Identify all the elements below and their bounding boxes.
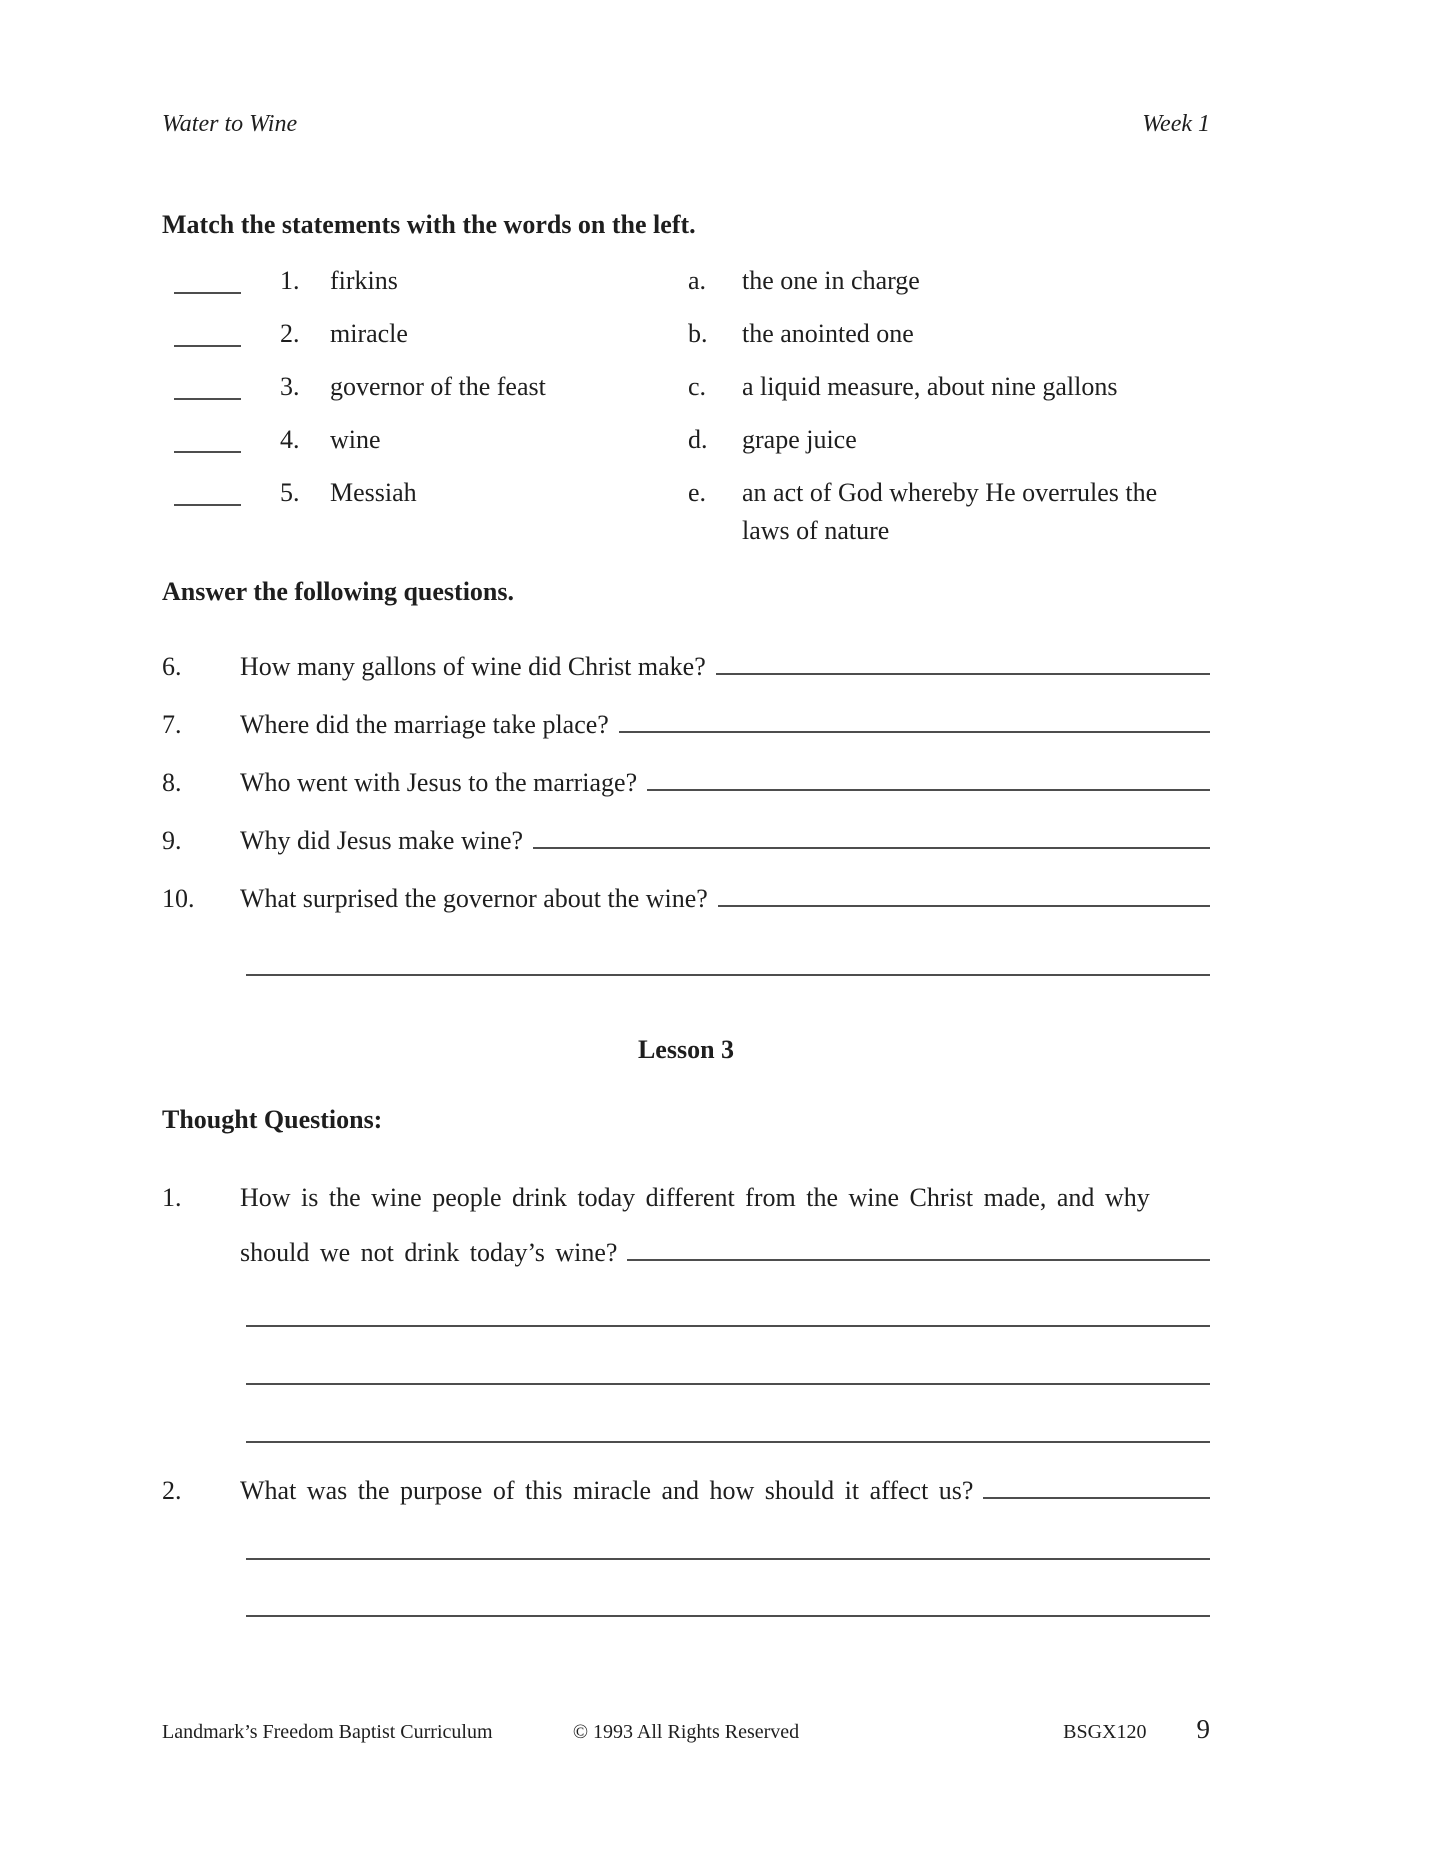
lesson-title: Lesson 3: [637, 1035, 735, 1064]
match-term: governor of the feast: [330, 372, 546, 401]
questions-heading: Answer the following questions.: [162, 577, 515, 606]
match-letter: b.: [688, 319, 708, 348]
match-letter: d.: [688, 425, 708, 454]
question-number: 2.: [162, 1476, 182, 1505]
match-letter: c.: [688, 372, 707, 401]
answer-line: [246, 1383, 1210, 1385]
answer-line: [246, 1615, 1210, 1617]
match-definition: grape juice: [742, 425, 857, 454]
match-term: wine: [330, 425, 381, 454]
match-row: [162, 262, 1210, 315]
answer-line: [533, 847, 1210, 849]
question-row: [162, 648, 1210, 706]
answer-blank: [174, 292, 241, 294]
match-number: 5.: [280, 478, 300, 507]
question-text: How many gallons of wine did Christ make?: [240, 652, 706, 681]
matching-table: [162, 262, 1210, 550]
question-number: 10.: [162, 884, 195, 913]
question-row: [162, 764, 1210, 822]
question-row: [162, 706, 1210, 764]
thought-question: [162, 1463, 1210, 1518]
question-number: 9.: [162, 826, 182, 855]
question-text: Where did the marriage take place?: [240, 710, 609, 739]
match-definition: the one in charge: [742, 266, 920, 295]
header-week: Week 1: [1142, 111, 1210, 137]
match-number: 3.: [280, 372, 300, 401]
answer-blank: [174, 504, 241, 506]
match-row: [162, 368, 1210, 421]
answer-line: [246, 1558, 1210, 1560]
match-definition: the anointed one: [742, 319, 914, 348]
footer-copyright: © 1993 All Rights Reserved: [572, 1721, 800, 1743]
thought-question: [162, 1170, 1210, 1280]
answer-line: [627, 1259, 1210, 1261]
match-letter: a.: [688, 266, 707, 295]
question-number: 7.: [162, 710, 182, 739]
question-row: [162, 822, 1210, 880]
match-term: Messiah: [330, 478, 417, 507]
answer-blank: [174, 451, 241, 453]
question-text: Who went with Jesus to the marriage?: [240, 768, 638, 797]
matching-heading: Match the statements with the words on the left.: [162, 210, 696, 239]
answer-blank: [174, 398, 241, 400]
match-term: miracle: [330, 319, 408, 348]
answer-line: [647, 789, 1210, 791]
footer-code: BSGX120: [1063, 1721, 1147, 1743]
footer-publisher: Landmark’s Freedom Baptist Curriculum: [162, 1721, 493, 1743]
question-row: [162, 880, 1210, 938]
match-row: [162, 421, 1210, 474]
answer-line: [718, 905, 1210, 907]
match-letter: e.: [688, 478, 707, 507]
match-number: 1.: [280, 266, 300, 295]
match-definition: an act of God whereby He overrules the laws of nature: [742, 478, 1158, 545]
page-header: [162, 110, 1210, 138]
question-number: 6.: [162, 652, 182, 681]
question-number: 8.: [162, 768, 182, 797]
page-footer: [162, 1712, 1210, 1749]
match-definition: a liquid measure, about nine gallons: [742, 372, 1118, 401]
questions-list: [162, 648, 1210, 938]
thought-questions-heading: Thought Questions:: [162, 1105, 383, 1134]
match-term: firkins: [330, 266, 398, 295]
question-text-line1: How is the wine people drink today different from the wine Christ made, and why: [240, 1183, 1150, 1212]
answer-line: [246, 1441, 1210, 1443]
page-number: 9: [1196, 1714, 1210, 1744]
question-text: What was the purpose of this miracle and how should it affect us?: [240, 1476, 974, 1505]
header-title: Water to Wine: [162, 111, 298, 137]
question-number: 1.: [162, 1183, 182, 1212]
question-text: What surprised the governor about the wine?: [240, 884, 708, 913]
answer-line: [716, 673, 1210, 675]
answer-line: [246, 1325, 1210, 1327]
answer-line: [983, 1497, 1210, 1499]
match-row: [162, 315, 1210, 368]
question-text: Why did Jesus make wine?: [240, 826, 524, 855]
match-row: [162, 474, 1210, 550]
answer-line: [619, 731, 1210, 733]
match-number: 4.: [280, 425, 300, 454]
answer-blank: [174, 345, 241, 347]
answer-line: [246, 974, 1210, 976]
question-text-line2: should we not drink today’s wine?: [240, 1238, 618, 1267]
match-number: 2.: [280, 319, 300, 348]
